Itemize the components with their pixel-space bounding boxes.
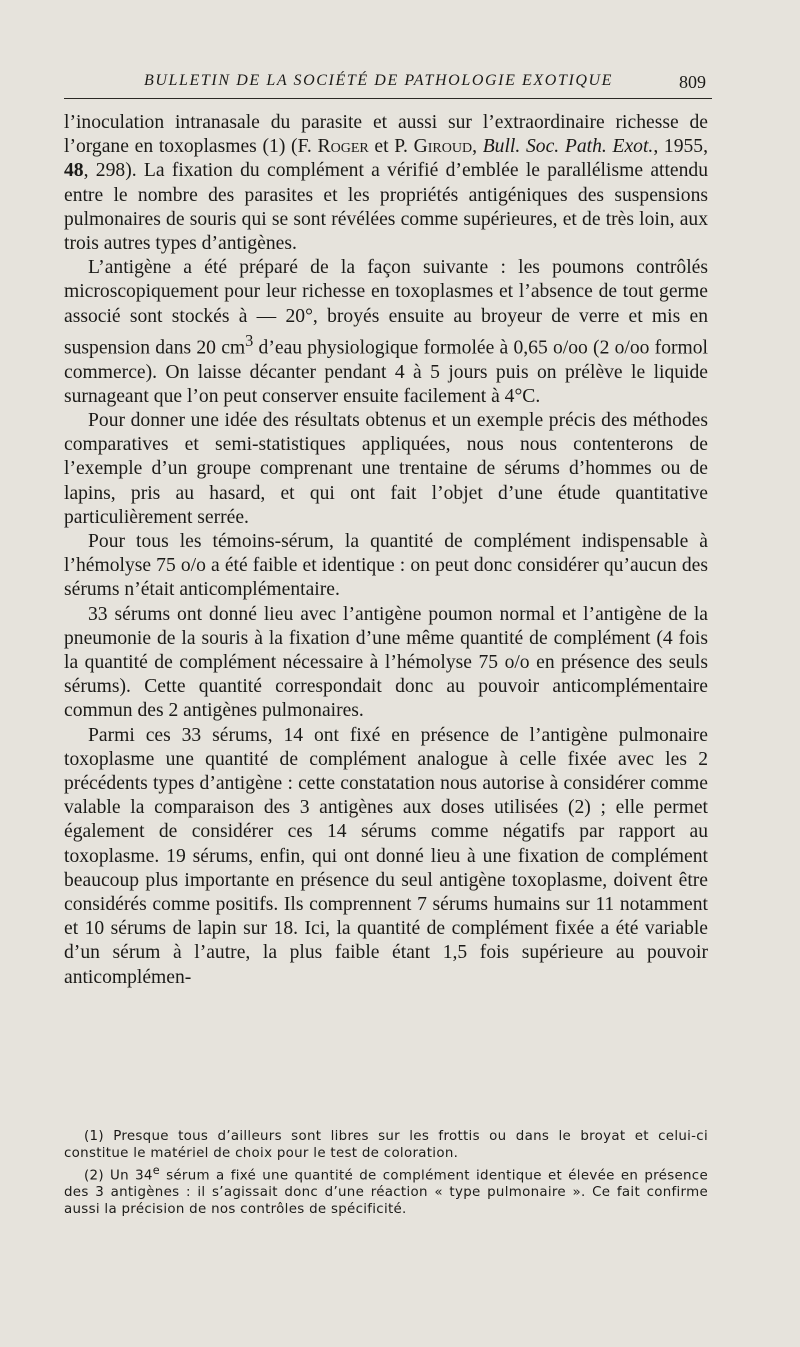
footnote-1: (1) Presque tous d’ailleurs sont libres sur les frottis ou dans le broyat et celui-ci constitue le matériel de choix pour le test de coloration.	[64, 1129, 708, 1161]
superscript-e: e	[152, 1164, 160, 1177]
citation-year: , 1955,	[653, 136, 709, 158]
journal-title: BULLETIN DE LA SOCIÉTÉ DE PATHOLOGIE EXOTIQUE	[144, 72, 614, 89]
footnotes	[64, 1128, 708, 1218]
citation-volume: 48	[64, 160, 84, 182]
citation-journal: Bull. Soc. Path. Exot.	[482, 136, 654, 158]
footnote-2	[64, 1162, 708, 1218]
paragraph-6: Parmi ces 33 sérums, 14 ont fixé en présence de l’antigène pulmonaire toxoplasme une quantité de complément analogue à celle fixée avec les 2 précédents types d’antigène : cette constatation nous autorise à considérer comme valable la comparaison des 3 antigènes aux doses utilisées (2) ; elle permet également de considérer ces 14 sérums comme négatifs par rapport au toxoplasme. 19 sérums, enfin, qui ont donné lieu à une fixation de complément beaucoup plus importante en présence du seul antigène toxoplasme, doivent être considérés comme positifs. Ils comprennent 7 sérums humains sur 11 notamment et 10 sérums de lapin sur 18. Ici, la quantité de complément fixée a été variable d’un sérum à l’autre, la plus faible étant 1,5 fois supérieure au pouvoir anticomplémen-	[64, 724, 708, 988]
paragraph-1-mid: et P.	[368, 136, 414, 158]
superscript-cm3: 3	[245, 330, 254, 350]
author-giroud: Giroud	[413, 136, 473, 158]
paragraph-2-text-a: L’antigène a été préparé de la façon suivante : les poumons contrôlés microscopiquement pour leur richesse en toxoplasmes et l’absence de tout germe associé sont stockés à — 20°, broyés ensuite au broyeur de verre et mis en suspension dans 20 cm	[64, 257, 708, 359]
footnote-2-text-b: sérum a fixé une quantité de complément identique et élevée en présence des 3 antigènes : il s’agissait donc d’une réaction « type pulmonaire ». Ce fait confirme aussi la précision de nos contrôles de spécificité.	[64, 1168, 708, 1218]
paragraph-2	[64, 256, 708, 409]
paragraph-1-lead: l’inoculation intranasale du parasite et aussi sur l’extraordinaire richesse de l’organe en toxoplasmes (1) (F.	[64, 112, 708, 158]
citation-separator: ,	[472, 136, 483, 158]
running-header	[64, 70, 712, 99]
paragraph-5: 33 sérums ont donné lieu avec l’antigène poumon normal et l’antigène de la pneumonie de la souris à la fixation d’une même quantité de complément (4 fois la quantité de complément nécessaire à l’hémolyse 75 o/o en présence des seuls sérums). Cette quantité correspondait donc au pouvoir anticomplémentaire commun des 2 antigènes pulmonaires.	[64, 603, 708, 722]
page-number: 809	[679, 72, 706, 92]
footnote-2-text-a: (2) Un 34	[84, 1168, 153, 1184]
author-roger: Roger	[317, 136, 369, 158]
paragraph-2-text-b: d’eau physiologique formolée à 0,65 o/oo (2 o/oo formol commerce). On laisse décanter pendant 4 à 5 jours puis on prélève le liquide surnageant que l’on peut conserver ensuite facilement à 4°C.	[64, 337, 708, 407]
paragraph-1-rest: , 298). La fixation du complément a vérifié d’emblée le parallélisme attendu entre le nombre des parasites et les propriétés antigéniques des suspensions pulmonaires de souris qui se sont révélées comme supérieures, et de très loin, aux trois autres types d’antigènes.	[64, 160, 708, 255]
paragraph-3: Pour donner une idée des résultats obtenus et un exemple précis des méthodes comparatives et semi-statistiques appliquées, nous nous contenterons de l’exemple d’un groupe comprenant une trentaine de sérums d’hommes ou de lapins, pris au hasard, et qui ont fait l’objet d’une étude quantitative particulièrement serrée.	[64, 409, 708, 528]
paragraph-4: Pour tous les témoins-sérum, la quantité de complément indispensable à l’hémolyse 75 o/o a été faible et identique : on peut donc considérer qu’aucun des sérums n’était anticomplémentaire.	[64, 530, 708, 601]
paragraph-1	[64, 111, 708, 256]
body-text	[64, 111, 708, 990]
